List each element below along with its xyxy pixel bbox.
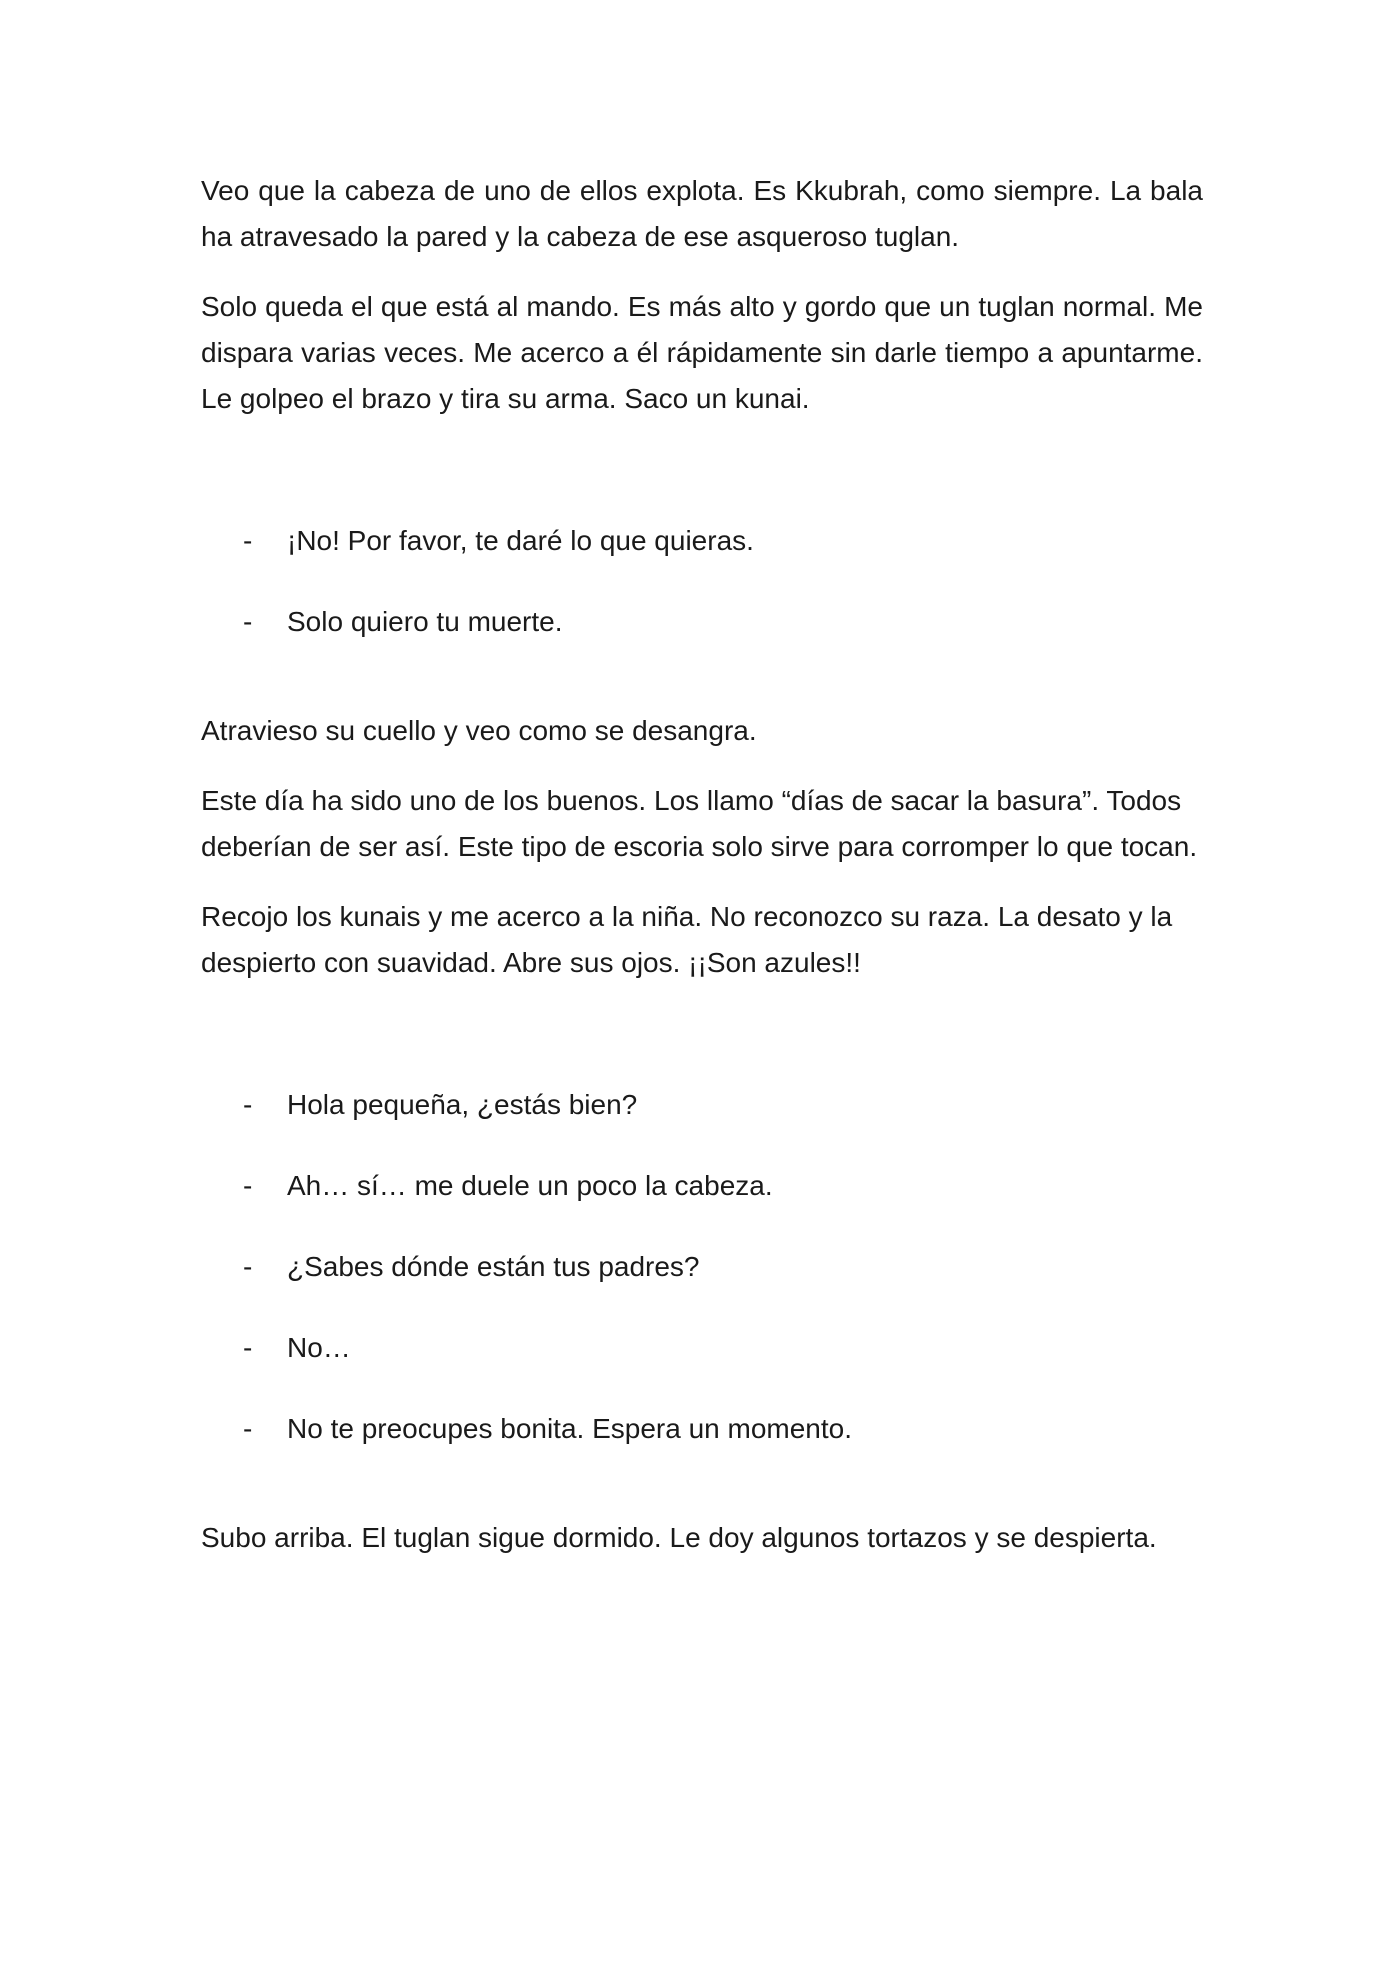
dialogue-text: Ah… sí… me duele un poco la cabeza. [287, 1170, 773, 1201]
dialogue-list [201, 518, 1203, 645]
spacer [201, 1010, 1203, 1082]
dialogue-line [201, 599, 1203, 645]
dialogue-text: ¿Sabes dónde están tus padres? [287, 1251, 700, 1282]
dialogue-line [201, 1082, 1203, 1128]
paragraph: Solo queda el que está al mando. Es más alto y gordo que un tuglan normal. Me dispara varias veces. Me acerco a él rápidamente sin darle tiempo a apuntarme. Le golpeo el brazo y tira su arma. Saco un kunai. [201, 291, 1203, 414]
paragraph: Recojo los kunais y me acerco a la niña. No reconozco su raza. La desato y la despierto con suavidad. Abre sus ojos. ¡¡Son azules!! [201, 901, 1173, 978]
dialogue-line [201, 1325, 1203, 1371]
text-body [201, 168, 1203, 1585]
paragraph: Veo que la cabeza de uno de ellos explota. Es Kkubrah, como siempre. La bala ha atravesado la pared y la cabeza de ese asqueroso tuglan. [201, 175, 1203, 252]
dialogue-line [201, 1406, 1203, 1452]
paragraph: Este día ha sido uno de los buenos. Los llamo “días de sacar la basura”. Todos deberían de ser así. Este tipo de escoria solo sirve para corromper lo que tocan. [201, 785, 1198, 862]
dialogue-dash: - [243, 1251, 253, 1282]
dialogue-dash: - [243, 606, 253, 637]
dialogue-text: ¡No! Por favor, te daré lo que quieras. [287, 525, 754, 556]
dialogue-text: No… [287, 1332, 351, 1363]
dialogue-line [201, 1244, 1203, 1290]
dialogue-dash: - [243, 1089, 253, 1120]
spacer [201, 446, 1203, 518]
dialogue-dash: - [243, 1170, 253, 1201]
paragraph: Subo arriba. El tuglan sigue dormido. Le doy algunos tortazos y se despierta. [201, 1522, 1157, 1553]
dialogue-dash: - [243, 525, 253, 556]
dialogue-text: Hola pequeña, ¿estás bien? [287, 1089, 638, 1120]
dialogue-dash: - [243, 1332, 253, 1363]
spacer [201, 680, 1203, 708]
dialogue-dash: - [243, 1413, 253, 1444]
dialogue-text: Solo quiero tu muerte. [287, 606, 563, 637]
spacer [201, 1487, 1203, 1515]
dialogue-line [201, 1163, 1203, 1209]
dialogue-line [201, 518, 1203, 564]
paragraph: Atravieso su cuello y veo como se desangra. [201, 715, 757, 746]
dialogue-list [201, 1082, 1203, 1452]
dialogue-text: No te preocupes bonita. Espera un momento. [287, 1413, 853, 1444]
